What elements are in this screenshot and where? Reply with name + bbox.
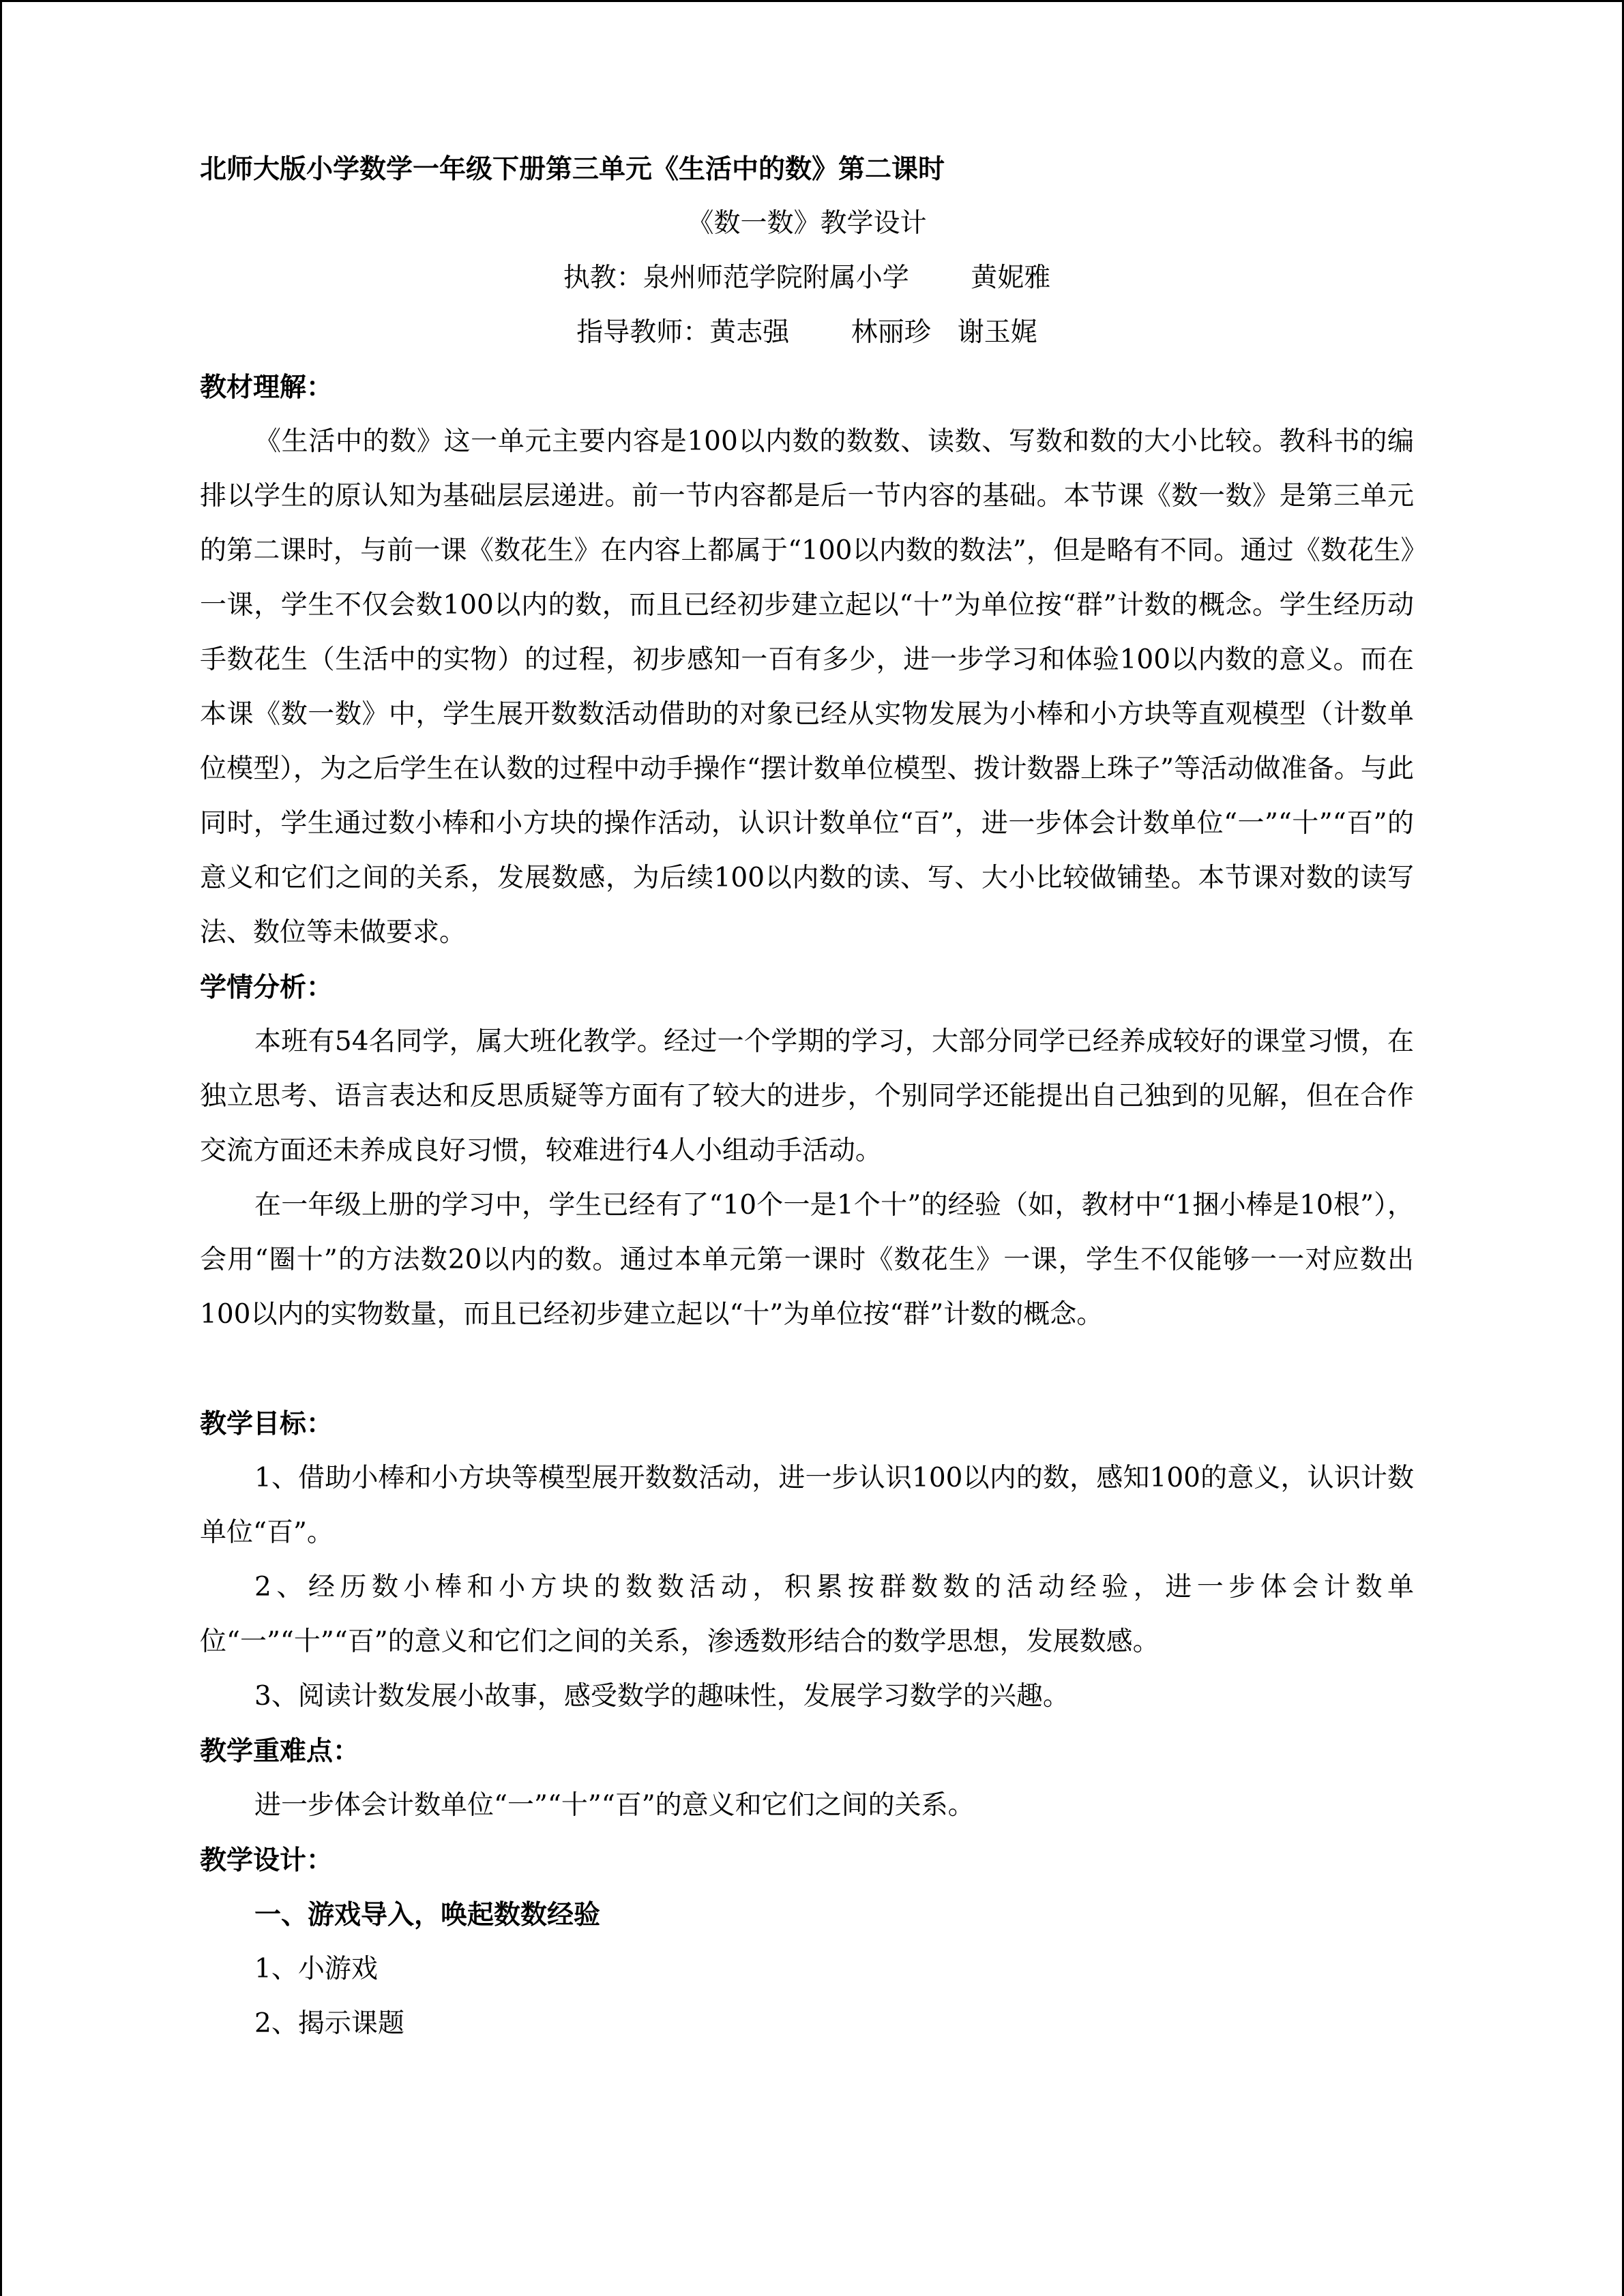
blank-line [200, 1342, 1414, 1397]
students-paragraph-1-text: 本班有54名同学，属大班化教学。经过一个学期的学习，大部分同学已经养成较好的课堂习惯，在独立思考、语言表达和反思质疑等方面有了较大的进步，个别同学还能提出自己独到的见解，但在合作交流方面还未养成良好习惯，较难进行4人小组动手活动。 [200, 1026, 1414, 1166]
design-step-2: 2、揭示课题 [254, 2008, 404, 2039]
section-heading-textbook: 教材理解： [200, 372, 334, 403]
document-content [200, 142, 1414, 2051]
students-paragraph-2 [200, 1178, 1414, 1342]
students-paragraph-1 [200, 1015, 1414, 1178]
goal-item-2 [200, 1560, 1414, 1669]
goal-item-3 [200, 1669, 1414, 1724]
advisor-line: 指导教师：黄志强 林丽珍 谢玉娓 [576, 317, 1037, 348]
section-heading-students: 学情分析： [200, 972, 334, 1003]
document-title: 北师大版小学数学一年级下册第三单元《生活中的数》第二课时 [200, 153, 945, 185]
design-part-1-title: 一、游戏导入，唤起数数经验 [254, 1899, 601, 1930]
teacher-line: 执教：泉州师范学院附属小学 黄妮雅 [563, 263, 1051, 293]
section-heading-key-points: 教学重难点： [200, 1735, 360, 1767]
key-points-text: 进一步体会计数单位“一”“十”“百”的意义和它们之间的关系。 [254, 1790, 975, 1821]
section-heading-goals: 教学目标： [200, 1408, 334, 1440]
students-paragraph-2-text: 在一年级上册的学习中，学生已经有了“10个一是1个十”的经验（如，教材中“1捆小棒是10根”），会用“圈十”的方法数20以内的数。通过本单元第一课时《数花生》一课，学生不仅能够一一对应数出100以内的实物数量，而且已经初步建立起以“十”为单位按“群”计数的概念。 [200, 1190, 1414, 1330]
goal-item-3-text: 3、阅读计数发展小故事，感受数学的趣味性，发展学习数学的兴趣。 [254, 1681, 1069, 1712]
textbook-paragraph [200, 415, 1414, 960]
goal-item-1 [200, 1451, 1414, 1560]
goal-item-2-text: 2、经历数小棒和小方块的数数活动，积累按群数数的活动经验，进一步体会计数单位“一”“十”“百”的意义和它们之间的关系，渗透数形结合的数学思想，发展数感。 [200, 1572, 1414, 1657]
section-heading-design: 教学设计： [200, 1845, 334, 1876]
document-subtitle: 《数一数》教学设计 [687, 208, 927, 239]
design-step-1: 1、小游戏 [254, 1954, 378, 1984]
textbook-paragraph-text: 《生活中的数》这一单元主要内容是100以内数的数数、读数、写数和数的大小比较。教科书的编排以学生的原认知为基础层层递进。前一节内容都是后一节内容的基础。本节课《数一数》是第三单元的第二课时，与前一课《数花生》在内容上都属于“100以内数的数法”，但是略有不同。通过《数花生》一课，学生不仅会数100以内的数，而且已经初步建立起以“十”为单位按“群”计数的概念。学生经历动手数花生（生活中的实物）的过程，初步感知一百有多少，进一步学习和体验100以内数的意义。而在本课《数一数》中，学生展开数数活动借助的对象已经从实物发展为小棒和小方块等直观模型（计数单位模型），为之后学生在认数的过程中动手操作“摆计数单位模型、拨计数器上珠子”等活动做准备。与此同时，学生通过数小棒和小方块的操作活动，认识计数单位“百”，进一步体会计数单位“一”“十”“百”的意义和它们之间的关系，发展数感，为后续100以内数的读、写、大小比较做铺垫。本节课对数的读写法、数位等未做要求。 [200, 426, 1414, 948]
goal-item-1-text: 1、借助小棒和小方块等模型展开数数活动，进一步认识100以内的数，感知100的意义，认识计数单位“百”。 [200, 1463, 1414, 1548]
